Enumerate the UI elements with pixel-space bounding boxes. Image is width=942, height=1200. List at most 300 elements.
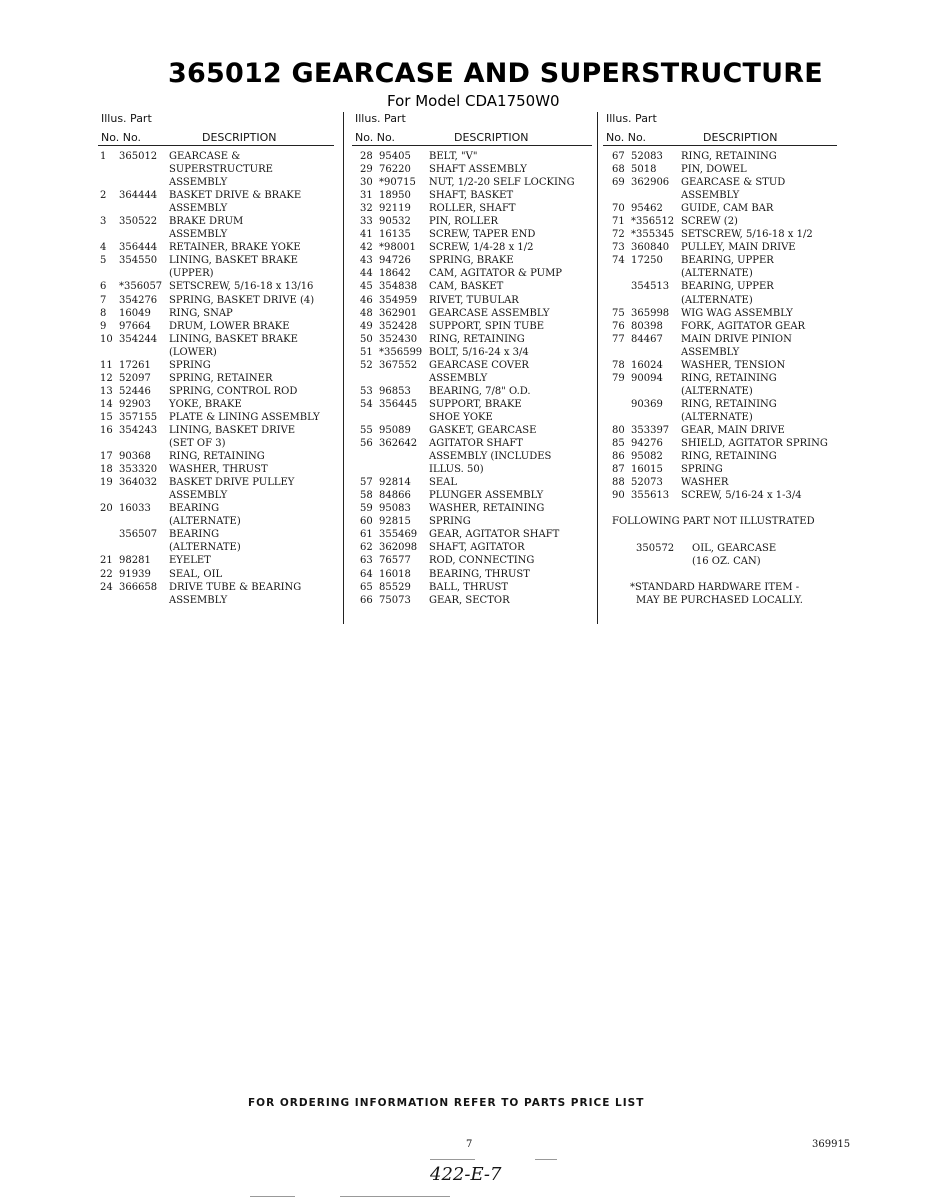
illus-number: 64 [360, 568, 373, 580]
ordering-info: FOR ORDERING INFORMATION REFER TO PARTS PRICE LIST [248, 1097, 645, 1109]
column-header [603, 112, 843, 146]
part-description: GEARCASE COVER [429, 359, 529, 371]
oil-description: OIL, GEARCASE [692, 543, 777, 554]
part-number: 98281 [119, 555, 151, 567]
illus-number [612, 294, 631, 307]
part-number: 92814 [379, 477, 411, 489]
part-row [100, 450, 336, 463]
part-description: WIG WAG ASSEMBLY [681, 307, 793, 319]
illus-number: 14 [100, 398, 113, 410]
illus-number: 85 [612, 438, 625, 450]
part-number: 366658 [119, 581, 158, 593]
part-description: RING, RETAINING [681, 151, 777, 162]
part-number: *355345 [631, 229, 675, 241]
illus-number: 88 [612, 477, 625, 489]
part-number: 354550 [119, 255, 158, 267]
illus-number: 13 [100, 385, 113, 397]
part-row [100, 528, 336, 541]
part-description: ASSEMBLY [169, 594, 228, 606]
illus-number: 61 [360, 529, 373, 541]
part-row [100, 215, 336, 228]
part-number: 356507 [119, 529, 158, 541]
part-description: SHAFT ASSEMBLY [429, 164, 527, 176]
illus-number [100, 437, 119, 450]
illus-number: 12 [100, 372, 113, 384]
part-number: 354838 [379, 281, 418, 293]
part-row [360, 411, 596, 424]
part-number: *98001 [379, 242, 416, 254]
scan-mark [430, 1159, 475, 1160]
illus-number: 19 [100, 477, 113, 489]
part-row [612, 476, 844, 489]
page-number: 7 [466, 1139, 473, 1150]
part-row [100, 581, 336, 594]
illus-number: 45 [360, 281, 373, 293]
page-subtitle: For Model CDA1750W0 [387, 92, 560, 110]
part-number: 85529 [379, 581, 411, 593]
part-description: WASHER, THRUST [169, 464, 268, 476]
part-description: BRAKE DRUM [169, 216, 244, 228]
part-description: RING, RETAINING [169, 451, 265, 463]
illus-number: 31 [360, 190, 373, 202]
part-number: 92815 [379, 516, 411, 528]
part-row [360, 450, 596, 463]
part-number: *356599 [379, 346, 423, 358]
part-number [379, 463, 429, 476]
illus-number [100, 515, 119, 528]
part-row [612, 333, 844, 346]
part-number: 92903 [119, 398, 151, 410]
part-number: 350522 [119, 216, 158, 228]
part-row [100, 163, 336, 176]
illus-number: 78 [612, 359, 625, 371]
part-number: 95082 [631, 451, 663, 463]
header-rule [98, 145, 334, 146]
part-row [360, 476, 596, 489]
part-number: 90369 [631, 398, 663, 410]
part-row [100, 254, 336, 267]
part-description: SCREW, 5/16-24 x 1-3/4 [681, 490, 802, 502]
part-number: 17250 [631, 255, 663, 267]
column-divider [343, 112, 344, 624]
part-description: SPRING [169, 359, 211, 371]
part-row [612, 150, 844, 163]
part-row [612, 463, 844, 476]
illus-number [100, 541, 119, 554]
part-number: 365998 [631, 307, 670, 319]
illus-number: 79 [612, 372, 625, 384]
part-row [100, 411, 336, 424]
part-description: SPRING, CONTROL ROD [169, 385, 298, 397]
part-description: ROLLER, SHAFT [429, 203, 516, 215]
part-row [100, 398, 336, 411]
illus-number: 90 [612, 490, 625, 502]
part-row [612, 346, 844, 359]
part-row [360, 528, 596, 541]
scan-mark [535, 1159, 557, 1160]
part-number: 16135 [379, 229, 411, 241]
illus-number: 80 [612, 424, 625, 436]
part-row [100, 359, 336, 372]
illus-number: 50 [360, 333, 373, 345]
part-description: YOKE, BRAKE [169, 398, 242, 410]
part-number [631, 346, 681, 359]
part-description: SPRING, RETAINER [169, 372, 273, 384]
illus-number: 49 [360, 320, 373, 332]
part-description: LINING, BASKET DRIVE [169, 424, 296, 436]
illus-number [100, 267, 119, 280]
part-row [360, 398, 596, 411]
illus-number: 53 [360, 385, 373, 397]
document-number: 369915 [812, 1139, 851, 1150]
no-no-header: No. No. [606, 131, 647, 144]
part-row [612, 254, 844, 267]
part-number: 90094 [631, 372, 663, 384]
part-description: GEAR, MAIN DRIVE [681, 424, 785, 436]
part-row [612, 489, 844, 502]
part-number [379, 450, 429, 463]
part-row [360, 372, 596, 385]
part-description: SPRING [429, 516, 471, 528]
part-number: 353397 [631, 424, 670, 436]
part-description: SHIELD, AGITATOR SPRING [681, 438, 828, 450]
part-number: 75073 [379, 594, 411, 606]
part-number: 357155 [119, 411, 158, 423]
part-row [360, 437, 596, 450]
part-number [119, 163, 169, 176]
part-description: PIN, ROLLER [429, 216, 498, 228]
part-description: WASHER, TENSION [681, 359, 786, 371]
part-row [100, 294, 336, 307]
part-description: BEARING, 7/8" O.D. [429, 385, 531, 397]
illus-number: 55 [360, 424, 373, 436]
part-description: (SET OF 3) [169, 438, 226, 450]
part-row [100, 372, 336, 385]
illus-number [360, 411, 379, 424]
part-description: RING, RETAINING [681, 451, 777, 463]
part-description: ASSEMBLY [681, 190, 740, 202]
illus-number: 44 [360, 268, 373, 280]
part-row [360, 463, 596, 476]
part-description: GEARCASE ASSEMBLY [429, 307, 550, 319]
part-description: RETAINER, BRAKE YOKE [169, 242, 301, 254]
part-number [119, 202, 169, 215]
illus-number: 52 [360, 359, 373, 371]
part-number: 362901 [379, 307, 418, 319]
illus-number: 46 [360, 294, 373, 306]
illus-number [100, 528, 119, 541]
part-number: 80398 [631, 320, 663, 332]
part-row [100, 320, 336, 333]
part-number: *90715 [379, 177, 416, 189]
part-description: CAM, AGITATOR & PUMP [429, 268, 563, 280]
part-description: (UPPER) [169, 268, 214, 280]
part-description: EYELET [169, 555, 211, 567]
illus-number [612, 346, 631, 359]
illus-number: 10 [100, 333, 113, 345]
part-row [100, 202, 336, 215]
illus-number [100, 489, 119, 502]
part-row [612, 202, 844, 215]
description-header: DESCRIPTION [703, 131, 778, 144]
part-number: 354959 [379, 294, 418, 306]
part-description: GEARCASE & STUD [681, 177, 786, 189]
part-row [612, 424, 844, 437]
part-row [100, 541, 336, 554]
illus-number: 75 [612, 307, 625, 319]
part-number: 367552 [379, 359, 418, 371]
illus-number: 42 [360, 242, 373, 254]
part-row [360, 228, 596, 241]
part-number: 356444 [119, 242, 158, 254]
part-row [100, 241, 336, 254]
illus-number: 33 [360, 216, 373, 228]
part-number: 95405 [379, 151, 411, 162]
illus-number: 20 [100, 503, 113, 515]
part-description: SUPPORT, BRAKE [429, 398, 522, 410]
standard-hardware-note: *STANDARD HARDWARE ITEM - [630, 582, 800, 593]
part-row [360, 294, 596, 307]
part-number: 352428 [379, 320, 418, 332]
part-number: 94276 [631, 438, 663, 450]
part-description: ASSEMBLY [681, 346, 740, 358]
part-number [119, 594, 169, 607]
part-number: *356057 [119, 281, 163, 293]
part-row [100, 476, 336, 489]
part-row [360, 267, 596, 280]
illus-number: 74 [612, 255, 625, 267]
scan-mark [250, 1196, 295, 1197]
illus-number: 30 [360, 177, 373, 189]
illus-number: 54 [360, 398, 373, 410]
illus-number: 73 [612, 242, 625, 254]
part-number [631, 411, 681, 424]
part-number: 96853 [379, 385, 411, 397]
part-number: 362906 [631, 177, 670, 189]
part-number: 16015 [631, 464, 663, 476]
part-description: RIVET, TUBULAR [429, 294, 519, 306]
illus-number: 69 [612, 177, 625, 189]
part-description: DRUM, LOWER BRAKE [169, 320, 290, 332]
part-number: 16024 [631, 359, 663, 371]
illus-part-header: Illus. Part [606, 112, 657, 125]
part-number: 18642 [379, 268, 411, 280]
part-row [360, 189, 596, 202]
part-row [360, 489, 596, 502]
part-number: 365012 [119, 151, 158, 162]
part-description: ASSEMBLY (INCLUDES [429, 451, 552, 463]
part-description: ROD, CONNECTING [429, 555, 535, 567]
part-row [612, 215, 844, 228]
illus-number: 72 [612, 229, 625, 241]
illus-number: 67 [612, 151, 625, 162]
part-number: 354243 [119, 424, 158, 436]
part-description: SPRING [681, 464, 723, 476]
part-row [360, 307, 596, 320]
part-row [612, 385, 844, 398]
part-number: 52446 [119, 385, 151, 397]
illus-number [612, 411, 631, 424]
part-row [612, 437, 844, 450]
part-description: (ALTERNATE) [169, 516, 241, 528]
part-description: WASHER, RETAINING [429, 503, 545, 515]
part-description: (LOWER) [169, 346, 217, 358]
part-row [612, 359, 844, 372]
scan-mark [340, 1196, 450, 1197]
part-description: SCREW, 1/4-28 x 1/2 [429, 242, 534, 254]
column-header [98, 112, 336, 146]
oil-part-row [612, 542, 852, 555]
parts-list-3 [612, 150, 844, 502]
part-row [360, 502, 596, 515]
part-description: SCREW (2) [681, 216, 738, 228]
part-description: PLUNGER ASSEMBLY [429, 490, 544, 502]
part-number: 95083 [379, 503, 411, 515]
illus-number [612, 280, 631, 293]
part-row [360, 241, 596, 254]
illus-number: 62 [360, 542, 373, 554]
part-number [631, 267, 681, 280]
part-description: SUPERSTRUCTURE [169, 164, 273, 176]
part-number: 354244 [119, 333, 158, 345]
part-description: SHOE YOKE [429, 411, 493, 423]
part-description: SEAL, OIL [169, 568, 223, 580]
part-description: BALL, THRUST [429, 581, 509, 593]
part-number: 364032 [119, 477, 158, 489]
illus-number [612, 398, 631, 411]
part-number [119, 267, 169, 280]
part-number [119, 489, 169, 502]
part-number: 356445 [379, 398, 418, 410]
illus-number: 11 [100, 359, 113, 371]
part-row [612, 450, 844, 463]
illus-number: 76 [612, 320, 625, 332]
part-description: ASSEMBLY [169, 203, 228, 215]
part-row [100, 594, 336, 607]
part-row [100, 189, 336, 202]
illus-number [100, 176, 119, 189]
part-description: NUT, 1/2-20 SELF LOCKING [429, 177, 575, 189]
illus-number [360, 463, 379, 476]
part-row [100, 502, 336, 515]
part-row [612, 294, 844, 307]
part-description: LINING, BASKET BRAKE [169, 333, 298, 345]
part-description: ASSEMBLY [169, 177, 228, 189]
part-number: *356512 [631, 216, 675, 228]
part-number: 355613 [631, 490, 670, 502]
part-row [360, 280, 596, 293]
part-row [360, 202, 596, 215]
illus-number: 28 [360, 151, 373, 162]
part-number: 95462 [631, 203, 663, 215]
illus-number: 63 [360, 555, 373, 567]
part-number: 17261 [119, 359, 151, 371]
part-number: 76220 [379, 164, 411, 176]
illus-part-header: Illus. Part [101, 112, 152, 125]
illus-number: 43 [360, 255, 373, 267]
part-number: 95089 [379, 424, 411, 436]
part-row [100, 346, 336, 359]
illus-number: 5 [100, 255, 107, 267]
part-row [100, 568, 336, 581]
part-description: ILLUS. 50) [429, 464, 484, 476]
illus-number: 66 [360, 594, 373, 606]
part-row [100, 267, 336, 280]
part-description: BEARING [169, 529, 220, 541]
part-description: SHAFT, BASKET [429, 190, 514, 202]
part-row [100, 385, 336, 398]
part-row [612, 189, 844, 202]
illus-number: 87 [612, 464, 625, 476]
part-row [100, 554, 336, 567]
part-number: 362098 [379, 542, 418, 554]
part-row [100, 489, 336, 502]
part-number: 52097 [119, 372, 151, 384]
illus-number: 21 [100, 555, 113, 567]
illus-number: 7 [100, 294, 107, 306]
parts-list-1 [100, 150, 336, 607]
part-number [379, 372, 429, 385]
standard-hardware-note-2: MAY BE PURCHASED LOCALLY. [636, 595, 803, 606]
part-description: GEAR, SECTOR [429, 594, 510, 606]
oil-part-number: 350572 [636, 543, 675, 554]
part-description: BASKET DRIVE PULLEY [169, 477, 295, 489]
part-description: LINING, BASKET BRAKE [169, 255, 298, 267]
illus-number: 70 [612, 203, 625, 215]
part-row [612, 280, 844, 293]
part-row [612, 411, 844, 424]
part-number: 16049 [119, 307, 151, 319]
part-row [100, 463, 336, 476]
part-number [119, 176, 169, 189]
part-number: 94726 [379, 255, 411, 267]
part-description: ASSEMBLY [429, 372, 488, 384]
part-number: 52083 [631, 151, 663, 162]
part-description: WASHER [681, 477, 729, 489]
parts-column-2 [352, 112, 596, 146]
part-number: 52073 [631, 477, 663, 489]
part-description: CAM, BASKET [429, 281, 504, 293]
part-number: 364444 [119, 190, 158, 202]
part-number [379, 411, 429, 424]
illus-number: 4 [100, 242, 107, 254]
part-number: 90532 [379, 216, 411, 228]
part-description: BASKET DRIVE & BRAKE [169, 190, 302, 202]
illus-number: 58 [360, 490, 373, 502]
part-description: SPRING, BASKET DRIVE (4) [169, 294, 315, 306]
part-description: ASSEMBLY [169, 490, 228, 502]
part-row [100, 228, 336, 241]
part-description: BEARING, THRUST [429, 568, 530, 580]
part-description: SHAFT, AGITATOR [429, 542, 525, 554]
illus-number: 48 [360, 307, 373, 319]
part-number [631, 385, 681, 398]
description-header: DESCRIPTION [202, 131, 277, 144]
part-description: AGITATOR SHAFT [429, 438, 523, 450]
part-number: 353320 [119, 464, 158, 476]
part-description: (ALTERNATE) [681, 385, 753, 397]
part-description: RING, RETAINING [681, 372, 777, 384]
illus-number [360, 372, 379, 385]
part-description: FORK, AGITATOR GEAR [681, 320, 806, 332]
part-row [100, 515, 336, 528]
part-row [612, 320, 844, 333]
part-number [631, 189, 681, 202]
part-row [360, 320, 596, 333]
part-row [360, 150, 596, 163]
part-description: MAIN DRIVE PINION [681, 333, 792, 345]
part-row [360, 359, 596, 372]
